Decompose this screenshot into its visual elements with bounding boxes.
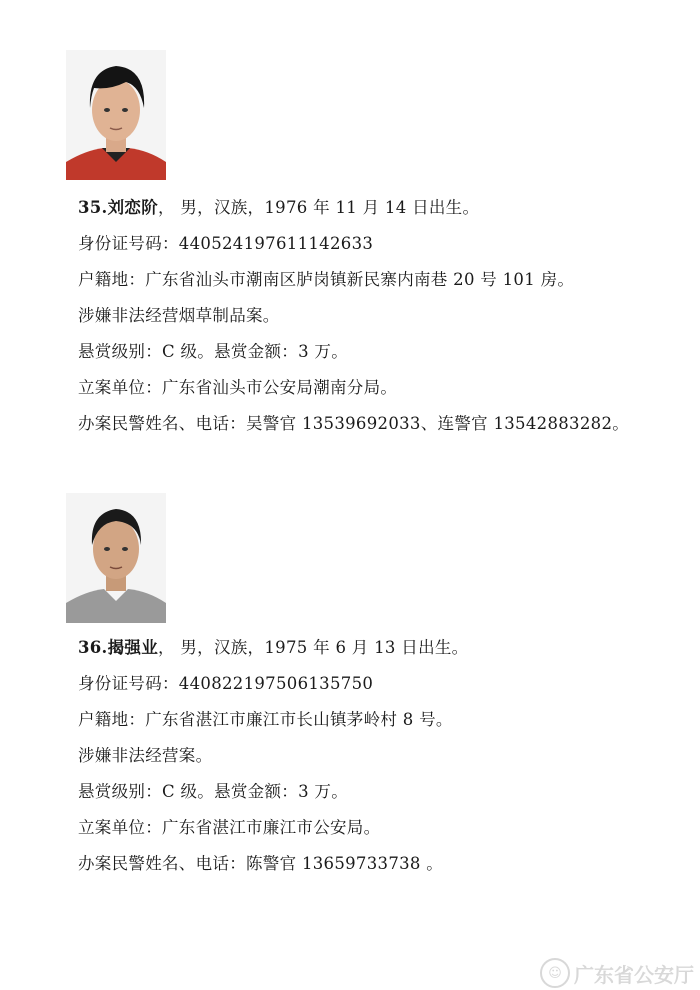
suspect-record-35 [78,190,678,442]
record-heading [78,630,678,666]
record-number: 36. [78,638,108,657]
suspect-photo-35 [66,50,166,180]
reward-info: 悬赏级别：C 级。悬赏金额：3 万。 [78,342,349,361]
police-contact: 办案民警姓名、电话：吴警官 13539692033、连警官 13542883282。 [78,414,630,433]
id-number: 身份证号码：440822197506135750 [78,674,374,693]
record-number: 35. [78,198,108,217]
police-contact: 办案民警姓名、电话：陈警官 13659733738 。 [78,854,444,873]
suspect-name: 刘恋阶 [107,198,159,217]
household-address: 户籍地：广东省汕头市潮南区胪岗镇新民寨内南巷 20 号 101 房。 [78,270,575,289]
record-heading [78,190,678,226]
watermark [540,958,694,988]
watermark-text: 广东省公安厅 [574,962,694,987]
suspect-basic-info: ， 男，汉族，1975 年 6 月 13 日出生。 [158,638,469,657]
case-description: 涉嫌非法经营烟草制品案。 [78,306,280,325]
police-badge-icon: ☺ [540,958,570,988]
case-description: 涉嫌非法经营案。 [78,746,213,765]
filing-unit: 立案单位：广东省汕头市公安局潮南分局。 [78,378,398,397]
suspect-name: 揭强业 [107,638,159,657]
household-address: 户籍地：广东省湛江市廉江市长山镇茅岭村 8 号。 [78,710,453,729]
suspect-photo-36 [66,493,166,623]
suspect-record-36 [78,630,678,882]
id-number: 身份证号码：440524197611142633 [78,234,374,253]
suspect-basic-info: ， 男，汉族，1976 年 11 月 14 日出生。 [158,198,480,217]
reward-info: 悬赏级别：C 级。悬赏金额：3 万。 [78,782,349,801]
filing-unit: 立案单位：广东省湛江市廉江市公安局。 [78,818,381,837]
